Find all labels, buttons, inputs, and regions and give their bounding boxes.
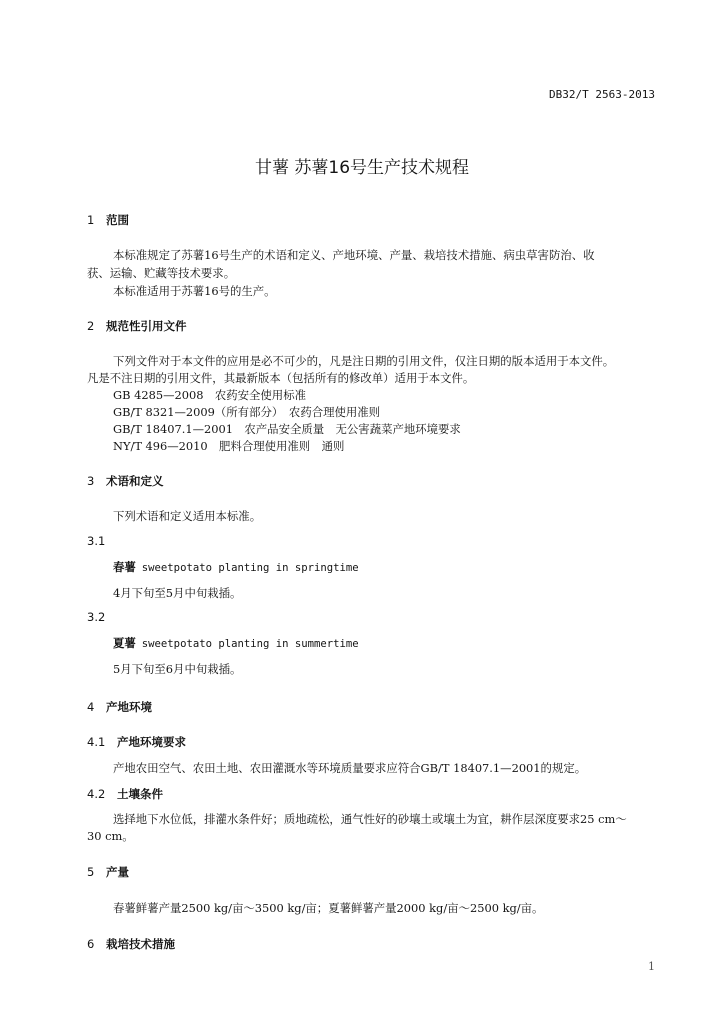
section-number: 3: [87, 474, 95, 488]
term-en: sweetpotato planting in summertime: [141, 638, 359, 650]
paragraph-line: 获、运输、贮藏等技术要求。: [87, 266, 236, 280]
term-number: 3.2: [87, 610, 106, 624]
page-number: 1: [648, 960, 655, 973]
paragraph-line: 凡是不注日期的引用文件，其最新版本（包括所有的修改单）适用于本文件。: [87, 371, 475, 385]
section-heading-1: [87, 212, 129, 228]
subsection-title: 土壤条件: [117, 787, 163, 801]
section-title: 栽培技术措施: [106, 937, 175, 951]
term-definition: 5月下旬至6月中旬栽插。: [113, 662, 242, 676]
section-heading-2: [87, 318, 187, 334]
document-title: 甘薯 苏薯16号生产技术规程: [254, 158, 470, 178]
paragraph-line: 春薯鲜薯产量2500 kg/亩～3500 kg/亩；夏薯鲜薯产量2000 kg/亩～2500 kg/亩。: [113, 901, 544, 915]
reference-item: GB 4285—2008 农药安全使用标准: [113, 388, 306, 402]
paragraph-line: 下列文件对于本文件的应用是必不可少的，凡是注日期的引用文件，仅注日期的版本适用于本文件。: [113, 354, 615, 368]
section-heading-3: [87, 473, 164, 489]
section-heading-4: [87, 699, 152, 715]
section-title: 术语和定义: [106, 474, 164, 488]
paragraph-line: 下列术语和定义适用本标准。: [113, 509, 262, 523]
section-number: 4: [87, 700, 95, 714]
standard-number: DB32/T 2563-2013: [549, 88, 655, 101]
section-heading-6: [87, 936, 175, 952]
paragraph-line: 产地农田空气、农田土地、农田灌溉水等环境质量要求应符合GB/T 18407.1—2001的规定。: [113, 761, 587, 775]
section-number: 2: [87, 319, 95, 333]
section-number: 1: [87, 213, 95, 227]
term-entry: [113, 559, 359, 575]
term-definition: 4月下旬至5月中旬栽插。: [113, 586, 242, 600]
section-title: 规范性引用文件: [106, 319, 187, 333]
subsection-title: 产地环境要求: [117, 735, 186, 749]
reference-item: NY/T 496—2010 肥料合理使用准则 通则: [113, 439, 345, 453]
subsection-number: 4.2: [87, 787, 106, 801]
reference-item: GB/T 8321—2009（所有部分） 农药合理使用准则: [113, 405, 381, 419]
section-number: 6: [87, 937, 95, 951]
term-en: sweetpotato planting in springtime: [141, 562, 359, 574]
term-number: 3.1: [87, 534, 106, 548]
term-entry: [113, 635, 359, 651]
section-title: 产地环境: [106, 700, 152, 714]
paragraph-line: 选择地下水位低，排灌水条件好；质地疏松，通气性好的砂壤土或壤土为宜，耕作层深度要求25 cm～: [113, 812, 627, 826]
term-cn: 夏薯: [113, 636, 136, 650]
term-cn: 春薯: [113, 560, 136, 574]
paragraph-line: 30 cm。: [87, 829, 134, 843]
subsection-heading-4-2: [87, 786, 163, 802]
section-title: 产量: [106, 865, 129, 879]
paragraph-line: 本标准规定了苏薯16号生产的术语和定义、产地环境、产量、栽培技术措施、病虫草害防治、收: [113, 248, 595, 262]
section-title: 范围: [106, 213, 129, 227]
subsection-number: 4.1: [87, 735, 106, 749]
section-heading-5: [87, 864, 129, 880]
subsection-heading-4-1: [87, 734, 186, 750]
section-number: 5: [87, 865, 95, 879]
paragraph-line: 本标准适用于苏薯16号的生产。: [113, 284, 276, 298]
reference-item: GB/T 18407.1—2001 农产品安全质量 无公害蔬菜产地环境要求: [113, 422, 461, 436]
